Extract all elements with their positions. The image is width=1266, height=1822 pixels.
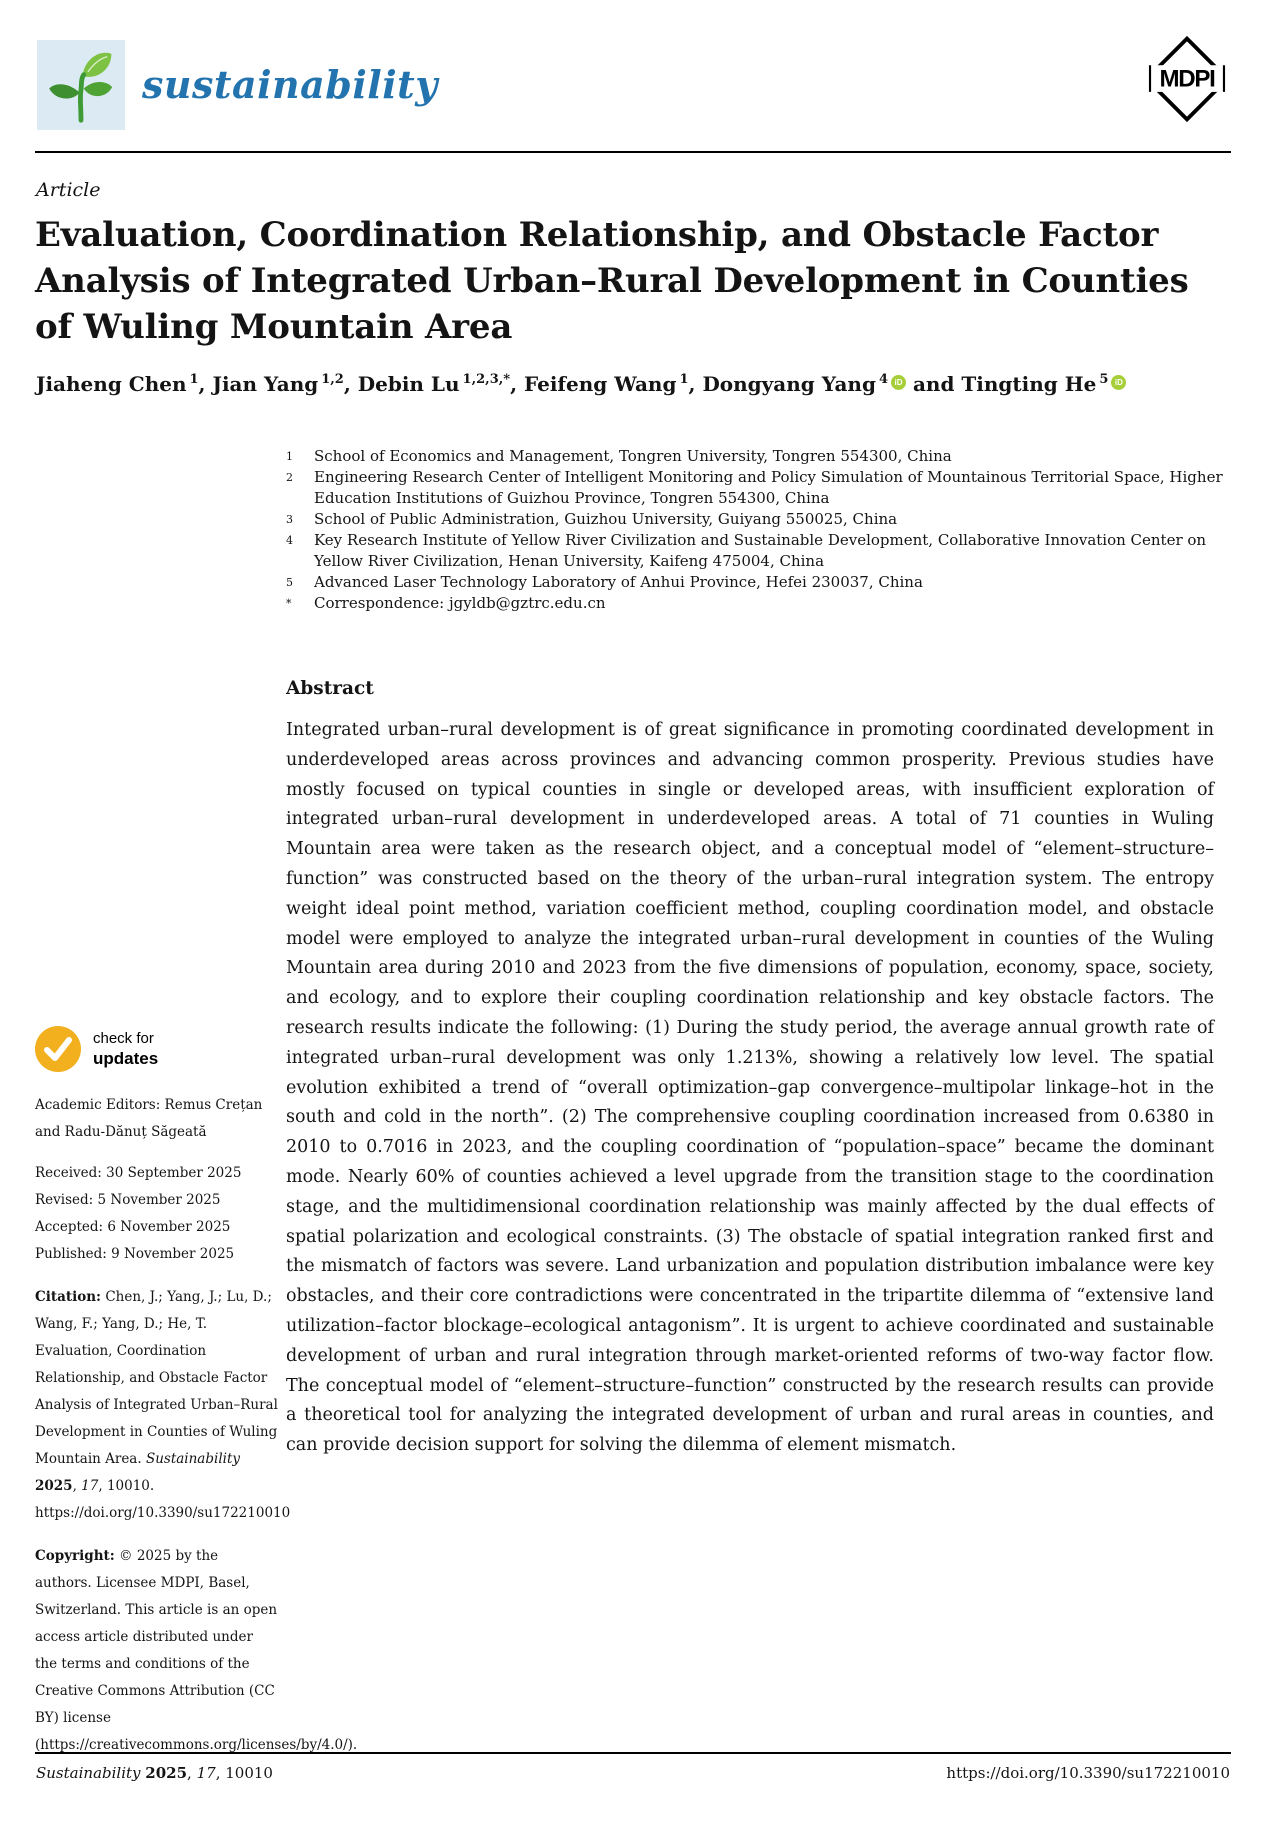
- citation-label: Citation:: [35, 1289, 102, 1305]
- affiliation-row: [286, 467, 1226, 509]
- author-separator: ,: [510, 372, 524, 396]
- author-name: Tingting He: [961, 372, 1097, 396]
- author-affiliation-sup: 1,2,3,*: [462, 372, 511, 388]
- orcid-icon[interactable]: iD: [1111, 375, 1126, 390]
- footer-volume: 17: [196, 1764, 216, 1782]
- copyright-label: Copyright:: [35, 1548, 115, 1564]
- header-divider: [35, 151, 1231, 153]
- affiliation-number: 5: [286, 576, 293, 589]
- sustainability-logo: [37, 40, 125, 130]
- orcid-icon[interactable]: iD: [891, 375, 906, 390]
- affiliation-number: 3: [286, 513, 293, 526]
- author-affiliation-sup: 1,2: [321, 372, 344, 388]
- affiliation-text: Engineering Research Center of Intelligent Monitoring and Policy Simulation of Mountainous Territorial Space, Higher Education Institutions of Guizhou Province, Tongren 554300, China: [314, 468, 1223, 507]
- author-separator: ,: [688, 372, 703, 396]
- date-value: 9 November 2025: [111, 1246, 235, 1262]
- date-label: Received:: [35, 1165, 102, 1181]
- abstract-heading: Abstract: [286, 678, 374, 699]
- affiliation-row: [286, 530, 1226, 572]
- citation-volume: 17: [81, 1478, 99, 1494]
- footer-journal-reference: Sustainability 2025, 17, 10010: [36, 1764, 273, 1782]
- author-separator: and: [905, 372, 962, 396]
- copyright-text: © 2025 by the authors. Licensee MDPI, Basel, Switzerland. This article is an open access article distributed under the terms and conditions of the Creative Commons Attribution (CC BY) license (https://creativecommons.org/licenses/by/4.0/).: [35, 1548, 358, 1753]
- article-dates: [35, 1160, 279, 1268]
- footer-divider: [35, 1752, 1231, 1754]
- author-name: Jian Yang: [212, 372, 319, 396]
- affiliation-number: 1: [286, 450, 293, 463]
- author-list: [36, 372, 1246, 396]
- footer-year: 2025: [145, 1764, 188, 1782]
- author: [524, 372, 702, 396]
- check-for-updates-button[interactable]: [35, 1026, 279, 1072]
- affiliation-text: School of Public Administration, Guizhou University, Guiyang 550025, China: [314, 510, 898, 528]
- affiliation-row: [286, 593, 1226, 614]
- date-value: 5 November 2025: [97, 1192, 221, 1208]
- author-name: Jiaheng Chen: [36, 372, 187, 396]
- article-title-line: Evaluation, Coordination Relationship, and Obstacle Factor: [35, 215, 1159, 255]
- date-value: 30 September 2025: [106, 1165, 242, 1181]
- checkmark-circle-icon: [35, 1026, 81, 1072]
- date-row: [35, 1241, 279, 1268]
- citation-text: Chen, J.; Yang, J.; Lu, D.; Wang, F.; Yang, D.; He, T. Evaluation, Coordination Relationship, and Obstacle Factor Analysis of Integrated Urban–Rural Development in Counties of Wuling Mountain Area.: [35, 1289, 278, 1467]
- author: [212, 372, 357, 396]
- affiliation-number: *: [286, 597, 292, 610]
- check-for-updates-label: check for updates: [93, 1030, 159, 1068]
- citation-journal: Sustainability: [145, 1451, 241, 1467]
- affiliation-row: [286, 572, 1226, 593]
- affiliation-list: [286, 446, 1226, 614]
- date-label: Revised:: [35, 1192, 94, 1208]
- journal-name: sustainability: [142, 61, 438, 107]
- academic-editors: Academic Editors: Remus Crețan and Radu-Dănuț Săgeată: [35, 1097, 263, 1140]
- author: [961, 372, 1126, 396]
- affiliation-number: 4: [286, 534, 293, 547]
- affiliation-text: Key Research Institute of Yellow River Civilization and Sustainable Development, Collaborative Innovation Center on Yellow River Civilization, Henan University, Kaifeng 475004, China: [314, 531, 1207, 570]
- affiliation-row: [286, 446, 1226, 467]
- affiliation-text: Advanced Laser Technology Laboratory of Anhui Province, Hefei 230037, China: [314, 573, 923, 591]
- footer-doi-link[interactable]: https://doi.org/10.3390/su172210010: [946, 1764, 1230, 1782]
- article-type-label: Article: [36, 179, 101, 201]
- sidebar: [35, 1026, 358, 1759]
- author-name: Debin Lu: [357, 372, 460, 396]
- author-affiliation-sup: 4: [878, 372, 888, 388]
- footer-page-id: 10010: [225, 1764, 273, 1782]
- author-name: Feifeng Wang: [524, 372, 677, 396]
- author: [358, 372, 524, 396]
- article-title: [35, 212, 1225, 350]
- copyright-block: [35, 1543, 358, 1759]
- affiliation-row: [286, 509, 1226, 530]
- citation-block: Citation: Chen, J.; Yang, J.; Lu, D.; Wang, F.; Yang, D.; He, T. Evaluation, Coordination Relationship, and Obstacle Factor Analysis of Integrated Urban–Rural Development in Counties of Wuling Mountain Area. Sustainability 2025, 17, 10010. https://doi.org/10.3390/su172210010: [35, 1289, 291, 1521]
- date-label: Accepted:: [35, 1219, 104, 1235]
- author-affiliation-sup: 5: [1099, 372, 1109, 388]
- author-separator: ,: [198, 372, 213, 396]
- affiliation-text: School of Economics and Management, Tongren University, Tongren 554300, China: [314, 447, 952, 465]
- author-affiliation-sup: 1: [679, 372, 689, 388]
- abstract-text: Integrated urban–rural development is of great significance in promoting coordinated development in underdeveloped areas across provinces and advancing common prosperity. Previous studies have mostly focused on typical counties in single or developed areas, with insufficient exploration of integrated urban–rural development in underdeveloped areas. A total of 71 counties in Wuling Mountain area were taken as the research object, and a conceptual model of “element–structure–function” was constructed based on the theory of the urban–rural integration system. The entropy weight ideal point method, variation coefficient method, coupling coordination model, and obstacle model were employed to analyze the integrated urban–rural development in counties of the Wuling Mountain area during 2010 and 2023 from the five dimensions of population, economy, space, society, and ecology, and to explore their coupling coordination relationship and key obstacle factors. The research results indicate the following: (1) During the study period, the average annual growth rate of integrated urban–rural development was only 1.213%, showing a relatively low level. The spatial evolution exhibited a trend of “overall optimization–gap convergence–multipolar linkage–hot in the south and cold in the north”. (2) The comprehensive coupling coordination increased from 0.6380 in 2010 to 0.7016 in 2023, and the coupling coordination of “population–space” became the dominant mode. Nearly 60% of counties achieved a level upgrade from the transition stage to the coordination stage, and the multidimensional coordination relationship was mainly affected by the dual effects of spatial polarization and ecological constraints. (3) The obstacle of spatial integration ranked first and the mismatch of factors was severe. Land urbanization and population distribution imbalance were key obstacles, and their core contradictions were concentrated in the tripartite dilemma of “extensive land utilization–factor blockage–ecological antagonism”. It is urgent to achieve coordinated and sustainable development of urban and rural integration through market-oriented reforms of two-way factor flow. The conceptual model of “element–structure–function” constructed by the research results can provide a theoretical tool for analyzing the integrated development of urban and rural areas in counties, and can provide decision support for solving the dilemma of element mismatch.: [286, 720, 1214, 1456]
- mdpi-logo: [1144, 34, 1230, 124]
- date-value: 6 November 2025: [107, 1219, 231, 1235]
- citation-tail: , 10010. https://doi.org/10.3390/su172210010: [35, 1478, 291, 1521]
- author-name: Dongyang Yang: [702, 372, 876, 396]
- author: [702, 372, 961, 396]
- article-title-line: Analysis of Integrated Urban–Rural Development in Counties: [35, 261, 1189, 301]
- citation-year: 2025: [35, 1478, 73, 1494]
- seedling-plant-icon: [46, 47, 116, 123]
- author-separator: ,: [343, 372, 358, 396]
- footer-journal: Sustainability: [36, 1764, 141, 1782]
- author: [36, 372, 212, 396]
- date-row: [35, 1187, 279, 1214]
- mdpi-logo-text: MDPI: [1159, 65, 1215, 93]
- affiliation-text: Correspondence: jgyldb@gztrc.edu.cn: [314, 594, 606, 612]
- date-row: [35, 1214, 279, 1241]
- author-affiliation-sup: 1: [189, 372, 199, 388]
- affiliation-number: 2: [286, 471, 293, 484]
- article-title-line: of Wuling Mountain Area: [35, 307, 513, 347]
- date-row: [35, 1160, 279, 1187]
- date-label: Published:: [35, 1246, 107, 1262]
